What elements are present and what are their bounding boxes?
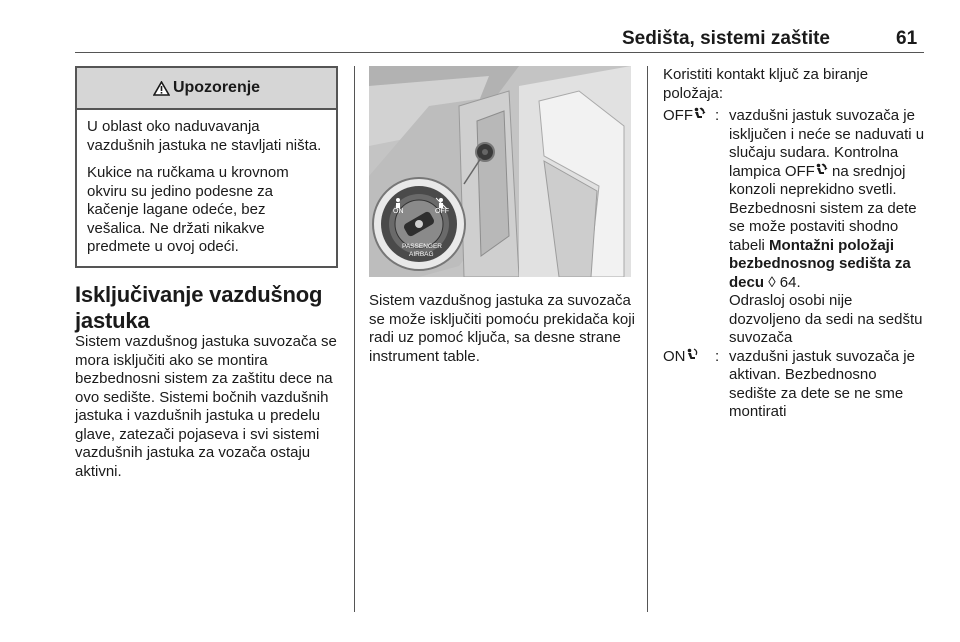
- airbag-off-icon: [815, 163, 828, 177]
- airbag-switch-illustration: [369, 66, 631, 277]
- page-number: 61: [896, 28, 918, 49]
- figure-caption: Sistem vazdušnog jastuka za suvozača se može isključiti pomoću prekidača koji radi uz pomoć ključa, sa desne strane instrument table.: [369, 292, 635, 365]
- position-on-description: vazdušni jastuk suvozača je aktivan. Bezbednosno sedište za dete se ne sme montirati: [729, 347, 915, 420]
- positions-column: [663, 66, 925, 422]
- warning-paragraph-1: U oblast oko naduvavanja vazdušnih jastuka ne stavljati ništa.: [87, 118, 322, 154]
- position-on-term: [663, 348, 715, 422]
- airbag-off-icon: [693, 107, 706, 121]
- page-header-title: Sedišta, sistemi zaštite: [621, 28, 830, 49]
- position-off-label: OFF: [663, 107, 693, 124]
- figure-label-on: ON: [393, 208, 404, 215]
- column-divider-right: [647, 66, 648, 612]
- figure-label-passenger: PASSENGER: [402, 243, 442, 250]
- figure-label-off: OFF: [435, 208, 449, 215]
- position-off-row: [663, 107, 925, 348]
- position-off-description: [729, 107, 925, 348]
- airbag-on-icon: [686, 348, 699, 362]
- warning-header: [77, 68, 336, 110]
- position-on-row: [663, 348, 925, 422]
- position-off-term: [663, 107, 715, 348]
- position-off-desc-2: na srednjoj konzoli neprekidno svetli. Bezbednosni sistem za dete se može postaviti shodno tabeli: [729, 162, 917, 254]
- positions-intro: Koristiti kontakt ključ za biranje položaja:: [663, 66, 869, 102]
- warning-paragraph-2: Kukice na ručkama u krovnom okviru su jedino podesne za kačenje lagane odeće, bez vešalica. Ne držati nikakve predmete u ovoj odeći.: [87, 164, 289, 255]
- warning-title: Upozorenje: [172, 79, 261, 96]
- warning-box: [75, 66, 338, 268]
- figure-label-airbag: AIRBAG: [409, 251, 434, 258]
- airbag-switch-figure: [369, 66, 631, 277]
- header-rule: [75, 52, 924, 53]
- section-heading: Isključivanje vazdušnog jastuka: [75, 282, 323, 333]
- position-on-label: ON: [663, 347, 686, 365]
- position-off-table-ref: Montažni položaji bezbednosnog sedišta za decu: [729, 236, 911, 291]
- position-on-colon: :: [715, 347, 720, 365]
- position-off-page-ref: 64.: [775, 273, 801, 291]
- position-off-desc-1: vazdušni jastuk suvozača je isključen i neće se naduvati u slučaju sudara. Kontrolna lampica OFF: [729, 107, 925, 180]
- column-divider-left: [354, 66, 355, 612]
- section-body: Sistem vazdušnog jastuka suvozača se mora isključiti ako se montira bezbednosni sistem za zaštitu dece na ovo sedište. Sistemi bočnih vazdušnih jastuka i vazdušnih jastuka u predelu glave, zatezači pojaseva i svi sistemi vazdušnih jastuka za vozača ostaju aktivni.: [75, 333, 337, 480]
- position-off-desc-3: Odrasloj osobi nije dozvoljeno da sedi na sedštu suvozača: [729, 292, 923, 346]
- airbag-on-pictogram: [396, 198, 400, 208]
- position-off-colon: :: [715, 107, 720, 124]
- page-ref-arrow: ◊: [768, 273, 776, 291]
- warning-triangle-icon: [153, 81, 170, 96]
